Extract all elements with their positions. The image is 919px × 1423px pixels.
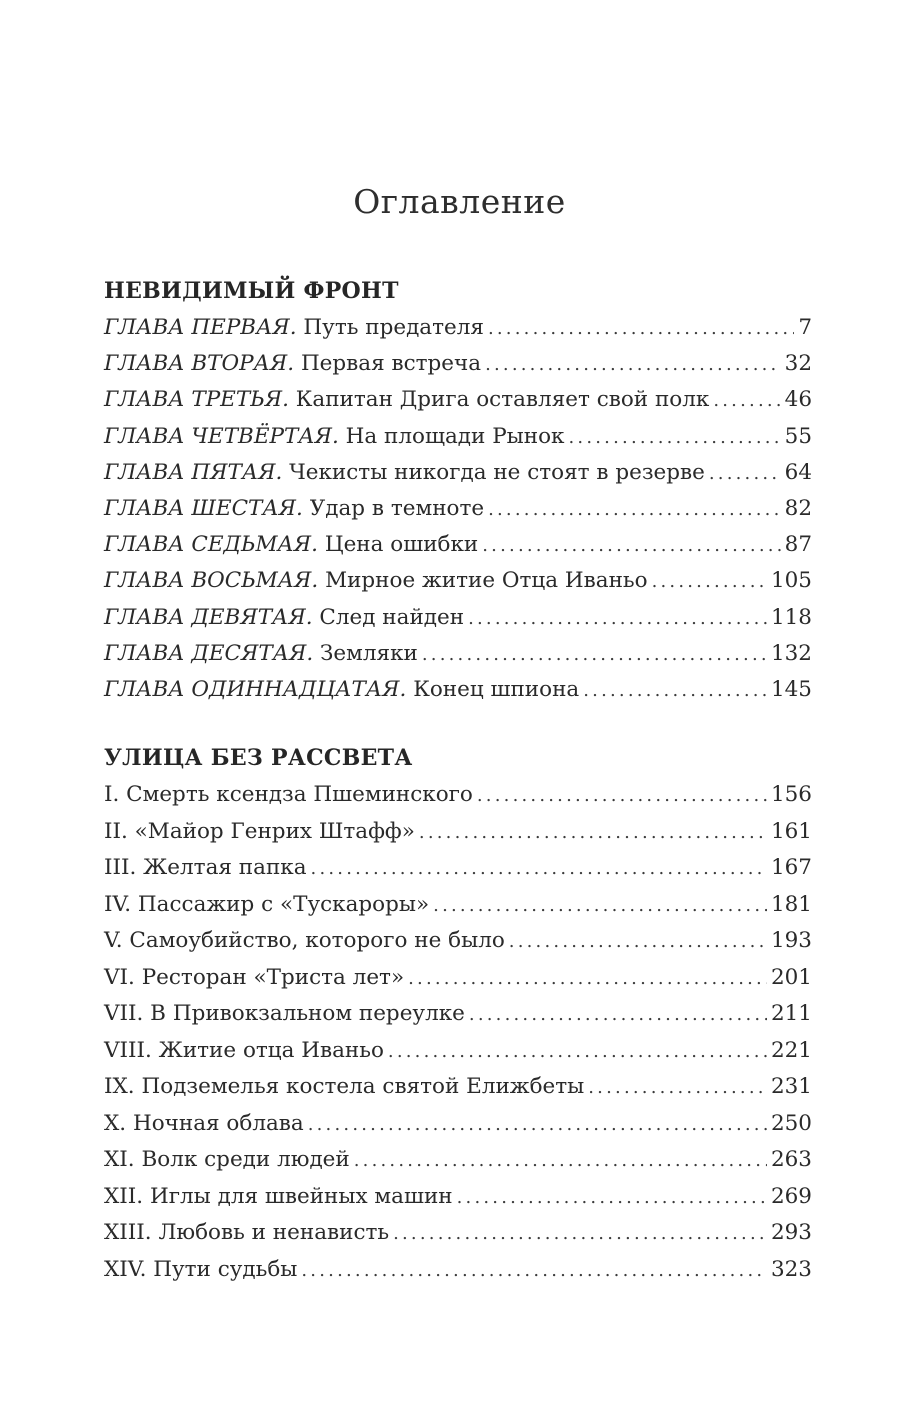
toc-entry[interactable] (104, 455, 812, 491)
entry-title: VIII. Житие отца Иваньо (104, 1037, 384, 1063)
leader-dots (419, 815, 767, 851)
entry-label (104, 455, 705, 491)
page-number: 64 (784, 459, 812, 485)
entry-label (104, 491, 484, 527)
chapter-label: ГЛАВА ШЕСТАЯ. (104, 495, 303, 521)
page-number: 82 (784, 495, 812, 521)
entry-title: Капитан Дрига оставляет свой полк (295, 387, 710, 413)
toc-entry[interactable] (104, 923, 812, 960)
page-number: 46 (784, 387, 812, 413)
entry-title: Конец шпиона (413, 676, 580, 702)
entry-title: След найден (319, 604, 465, 630)
page-number: 32 (784, 351, 812, 377)
leader-dots (709, 456, 781, 492)
toc-entry[interactable] (104, 672, 812, 708)
page-number: 193 (770, 928, 812, 953)
leader-dots (468, 601, 767, 637)
entry-title: IX. Подземелья костела святой Елижбеты (104, 1074, 585, 1099)
chapter-label: ГЛАВА ЧЕТВЁРТАЯ. (104, 423, 339, 449)
section-heading: НЕВИДИМЫЙ ФРОНТ (104, 278, 399, 304)
toc-entry[interactable] (104, 887, 812, 924)
leader-dots (509, 924, 767, 960)
toc-entry[interactable] (104, 600, 812, 636)
page-number: 167 (770, 855, 812, 880)
chapter-label: ГЛАВА ТРЕТЬЯ. (104, 387, 289, 413)
entry-label (104, 672, 579, 708)
leader-dots (457, 1180, 767, 1216)
page-number: 323 (770, 1256, 812, 1282)
entry-label (104, 527, 478, 563)
page-number: 7 (798, 315, 812, 340)
entry-title: XII. Иглы для швейных машин (104, 1183, 453, 1209)
entry-title: Удар в темноте (309, 495, 485, 521)
toc-section-invisible-front (104, 276, 812, 708)
entry-title: Первая встреча (300, 351, 482, 377)
page-number: 161 (770, 818, 812, 844)
leader-dots (354, 1143, 767, 1179)
toc-entry[interactable] (104, 419, 812, 455)
leader-dots (469, 997, 767, 1033)
toc-entry[interactable] (104, 850, 812, 887)
leader-dots (301, 1253, 767, 1289)
entry-label (104, 310, 484, 346)
toc-entry[interactable] (104, 1215, 812, 1252)
toc-entry[interactable] (104, 527, 812, 563)
toc-entry[interactable] (104, 960, 812, 997)
toc-entry[interactable] (104, 563, 812, 599)
page-number: 231 (770, 1074, 812, 1099)
section-heading: УЛИЦА БЕЗ РАССВЕТА (104, 745, 413, 771)
page-number: 293 (770, 1220, 812, 1245)
toc-entry[interactable] (104, 636, 812, 672)
chapter-label: ГЛАВА ВОСЬМАЯ. (104, 568, 319, 594)
page-number: 269 (770, 1183, 812, 1209)
toc-entry[interactable] (104, 777, 812, 814)
toc-entry[interactable] (104, 996, 812, 1033)
leader-dots (569, 420, 781, 456)
entry-title: V. Самоубийство, которого не было (104, 928, 505, 953)
leader-dots (482, 528, 780, 564)
chapter-label: ГЛАВА ПЕРВАЯ. (104, 315, 297, 340)
entry-title: I. Смерть ксендза Пшеминского (104, 782, 473, 807)
entry-title: VI. Ресторан «Триста лет» (104, 964, 405, 990)
entry-title: Цена ошибки (324, 532, 479, 558)
leader-dots (588, 1070, 767, 1106)
entry-title: X. Ночная облава (104, 1110, 304, 1136)
toc-entry[interactable] (104, 814, 812, 851)
leader-dots (422, 637, 767, 673)
leader-dots (433, 888, 767, 924)
leader-dots (485, 347, 781, 383)
leader-dots (393, 1216, 767, 1252)
entry-title: VII. В Привокзальном переулке (104, 1001, 465, 1026)
page-number: 132 (770, 640, 812, 666)
entry-title: На площади Рынок (345, 423, 565, 449)
entry-title: Земляки (320, 640, 418, 666)
toc-entry[interactable] (104, 1252, 812, 1289)
entry-label (104, 563, 648, 599)
page-number: 263 (770, 1147, 812, 1172)
entry-label (104, 419, 565, 455)
toc-entry[interactable] (104, 1179, 812, 1216)
leader-dots (311, 851, 767, 887)
leader-dots (477, 778, 767, 814)
entry-title: Чекисты никогда не стоят в резерве (289, 459, 705, 485)
chapter-label: ГЛАВА ПЯТАЯ. (104, 459, 283, 485)
page-title: Оглавление (353, 182, 566, 222)
chapter-label: ГЛАВА ВТОРАЯ. (104, 351, 295, 377)
leader-dots (583, 673, 767, 709)
page-number: 118 (770, 604, 812, 630)
chapter-label: ГЛАВА ДЕВЯТАЯ. (104, 604, 313, 630)
leader-dots (388, 1034, 767, 1070)
toc-entry[interactable] (104, 382, 812, 418)
leader-dots (408, 961, 767, 997)
entry-label (104, 636, 418, 672)
entry-title: III. Желтая папка (104, 855, 307, 880)
chapter-label: ГЛАВА ДЕСЯТАЯ. (104, 640, 314, 666)
entry-title: II. «Майор Генрих Штафф» (104, 818, 415, 844)
leader-dots (488, 492, 781, 528)
entry-title: IV. Пассажир с «Тускароры» (104, 891, 430, 917)
leader-dots (652, 564, 767, 600)
page-number: 250 (770, 1110, 812, 1136)
toc-entry[interactable] (104, 1033, 812, 1070)
chapter-label: ГЛАВА СЕДЬМАЯ. (104, 532, 318, 558)
page-number: 145 (770, 676, 812, 702)
entry-title: XIV. Пути судьбы (104, 1256, 298, 1282)
page-number: 181 (770, 891, 812, 917)
entry-title: XIII. Любовь и ненависть (104, 1220, 390, 1245)
toc-entry[interactable] (104, 346, 812, 382)
entry-title: Путь предателя (303, 315, 484, 340)
page-number: 211 (770, 1001, 812, 1026)
toc-entry[interactable] (104, 491, 812, 527)
toc-entry[interactable] (104, 1069, 812, 1106)
page-number: 221 (770, 1037, 812, 1063)
page-number: 201 (770, 964, 812, 990)
entry-label (104, 382, 709, 418)
page-number: 105 (770, 568, 812, 594)
toc-entry[interactable] (104, 1142, 812, 1179)
entry-title: XI. Волк среди людей (104, 1147, 350, 1172)
entry-label (104, 346, 481, 382)
leader-dots (308, 1107, 767, 1143)
toc-entry[interactable] (104, 1106, 812, 1143)
toc-section-street-without-dawn (104, 743, 812, 1288)
leader-dots (713, 383, 780, 419)
toc-entry[interactable] (104, 310, 812, 346)
page-number: 55 (784, 423, 812, 449)
entry-title: Мирное житие Отца Иваньо (325, 568, 648, 594)
page-number: 87 (784, 532, 812, 558)
entry-label (104, 600, 464, 636)
chapter-label: ГЛАВА ОДИННАДЦАТАЯ. (104, 676, 407, 702)
leader-dots (488, 311, 794, 347)
page-number: 156 (770, 782, 812, 807)
